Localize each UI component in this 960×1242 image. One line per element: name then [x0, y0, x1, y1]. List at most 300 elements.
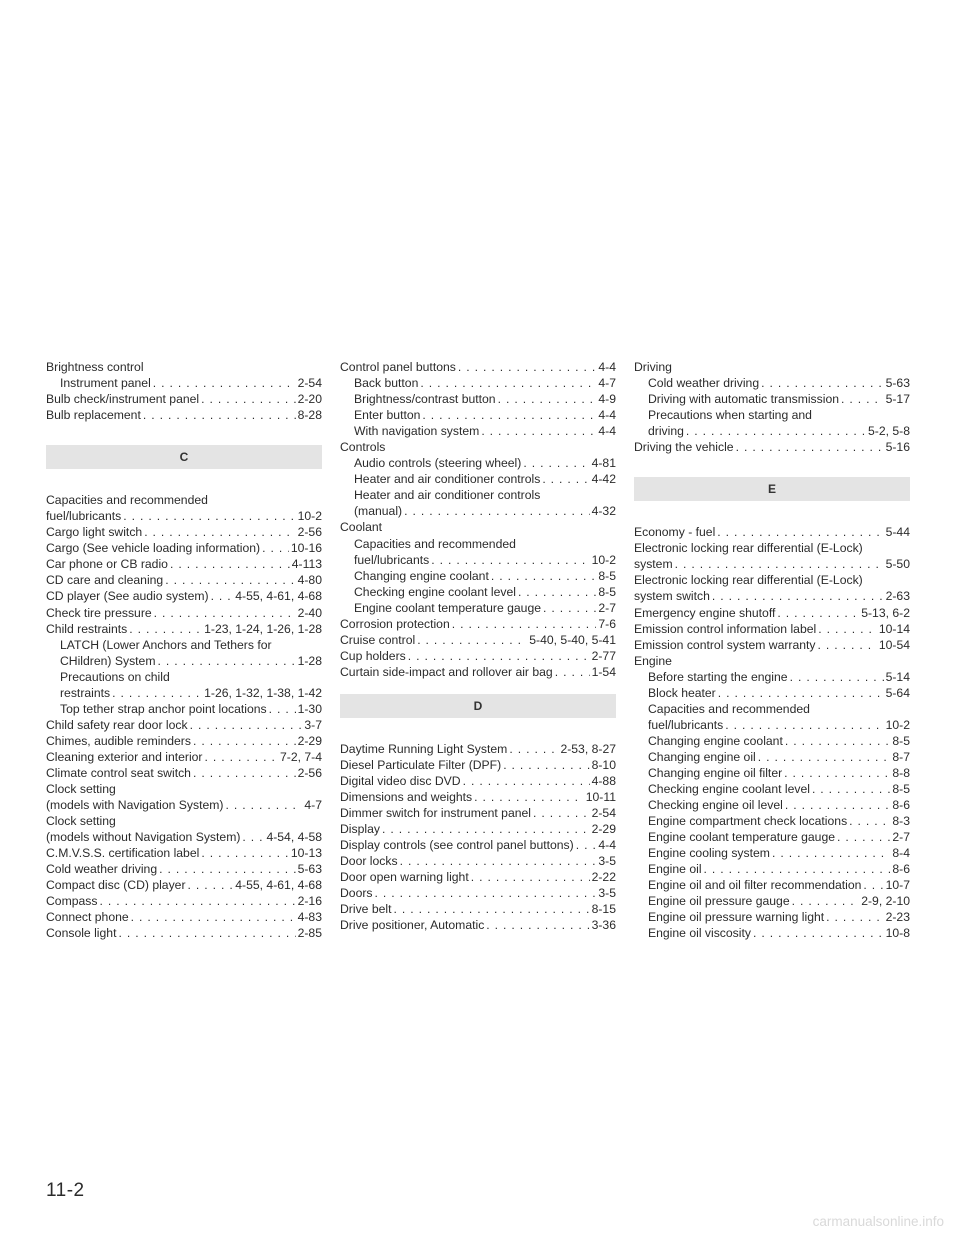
entry-page-ref[interactable]: 5-16: [885, 440, 910, 455]
entry-term: Instrument panel: [60, 376, 151, 391]
dot-leader: [131, 909, 296, 925]
entry-page-ref[interactable]: 10-2: [885, 717, 910, 732]
index-entry: [634, 524, 910, 540]
entry-term: Door locks: [340, 854, 398, 869]
dot-leader: [458, 359, 597, 375]
index-subentry: [340, 471, 616, 487]
entry-term: (models without Navigation System): [46, 830, 241, 845]
entry-page-ref[interactable]: 2-85: [297, 926, 322, 941]
section-letter-header: D: [340, 694, 616, 718]
entry-term: Emission control system warranty: [634, 637, 816, 652]
entry-term: Doors: [340, 886, 373, 901]
index-subentry-text: Capacities and recommended: [354, 536, 516, 551]
entry-term: Engine coolant temperature gauge: [648, 830, 836, 845]
entry-page-ref[interactable]: 4-9: [598, 392, 616, 407]
index-entry: [340, 821, 616, 837]
dot-leader: [785, 733, 891, 749]
index-entry: [46, 733, 322, 749]
section-letter-header: E: [634, 477, 910, 501]
entry-term: Engine compartment check locations: [648, 814, 848, 829]
entry-page-ref[interactable]: 2-77: [591, 648, 616, 663]
entry-page-ref[interactable]: 5-14: [885, 669, 910, 684]
dot-leader: [382, 821, 590, 837]
index-subentry-text: LATCH (Lower Anchors and Tethers for: [60, 637, 272, 652]
entry-page-ref[interactable]: 4-4: [598, 424, 616, 439]
entry-page-ref[interactable]: 4-42: [591, 472, 616, 487]
entry-page-ref[interactable]: 10-54: [878, 637, 910, 652]
entry-page-ref[interactable]: 2-54: [297, 376, 322, 391]
index-entry: [340, 757, 616, 773]
entry-page-ref[interactable]: 4-4: [598, 408, 616, 423]
dot-leader: [144, 524, 295, 540]
index-subentry: [634, 829, 910, 845]
index-subentry: [634, 909, 910, 925]
entry-term: Corrosion protection: [340, 616, 450, 631]
index-entry: [46, 797, 322, 813]
index-subentry: [634, 717, 910, 733]
entry-term: fuel/lubricants: [648, 717, 724, 732]
dot-leader: [211, 588, 234, 604]
dot-leader: [262, 540, 289, 556]
entry-term: Connect phone: [46, 910, 129, 925]
dot-leader: [790, 669, 884, 685]
index-entry: [46, 621, 322, 637]
entry-page-ref[interactable]: 4-7: [598, 376, 616, 391]
index-subentry: [340, 391, 616, 407]
index-entry: [340, 917, 616, 933]
entry-page-ref[interactable]: 2-9, 2-10: [861, 894, 910, 909]
index-subentry: [340, 584, 616, 600]
entry-term: Dimensions and weights: [340, 790, 473, 805]
index-entry-heading: Capacities and recommended: [46, 493, 208, 508]
entry-term: Compass: [46, 894, 98, 909]
dot-leader: [523, 455, 589, 471]
section-letter-header: C: [46, 445, 322, 469]
entry-term: C.M.V.S.S. certification label: [46, 846, 200, 861]
entry-term: Drive belt: [340, 902, 392, 917]
index-entry: [46, 845, 322, 861]
entry-term: With navigation system: [354, 424, 480, 439]
index-entry: [340, 869, 616, 885]
entry-term: Climate control seat switch: [46, 765, 191, 780]
dot-leader: [112, 685, 202, 701]
entry-term: Before starting the engine: [648, 669, 788, 684]
entry-term: Cold weather driving: [46, 862, 158, 877]
index-entry: [340, 773, 616, 789]
index-subentry: [634, 733, 910, 749]
entry-page-ref[interactable]: 7-6: [598, 616, 616, 631]
entry-page-ref[interactable]: 2-56: [297, 525, 322, 540]
index-column-1: [46, 359, 322, 942]
entry-page-ref[interactable]: 5-17: [885, 392, 910, 407]
entry-page-ref[interactable]: 4-55, 4-61, 4-68: [235, 589, 322, 604]
index-subentry-text: Heater and air conditioner controls: [354, 488, 541, 503]
entry-page-ref[interactable]: 8-8: [892, 765, 910, 780]
entry-term: Check tire pressure: [46, 605, 152, 620]
dot-leader: [784, 765, 890, 781]
dot-leader: [777, 605, 859, 621]
entry-term: Diesel Particulate Filter (DPF): [340, 757, 502, 772]
entry-page-ref[interactable]: 3-7: [304, 717, 322, 732]
entry-page-ref[interactable]: 1-28: [297, 653, 322, 668]
entry-page-ref[interactable]: 5-44: [885, 525, 910, 540]
entry-term: Engine coolant temperature gauge: [354, 600, 542, 615]
index-subentry: [634, 749, 910, 765]
dot-leader: [818, 621, 877, 637]
index-entry-heading: Brightness control: [46, 360, 144, 374]
index-subentry: [46, 375, 322, 391]
entry-term: (models with Navigation System): [46, 798, 224, 813]
dot-leader: [772, 845, 890, 861]
entry-page-ref[interactable]: 8-5: [598, 568, 616, 583]
dot-leader: [404, 503, 590, 519]
entry-term: Driving the vehicle: [634, 440, 734, 455]
index-entry: [340, 664, 616, 680]
entry-term: Checking engine oil level: [648, 798, 783, 813]
entry-page-ref[interactable]: 10-16: [290, 541, 322, 556]
dot-leader: [474, 789, 584, 805]
entry-page-ref[interactable]: 8-6: [892, 862, 910, 877]
entry-page-ref[interactable]: 10-7: [885, 878, 910, 893]
dot-leader: [491, 568, 597, 584]
index-subentry: [340, 375, 616, 391]
entry-page-ref[interactable]: 4-32: [591, 504, 616, 519]
dot-leader: [143, 407, 296, 423]
entry-term: Emission control information label: [634, 621, 817, 636]
dot-leader: [761, 375, 883, 391]
index-subentry: [340, 423, 616, 439]
dot-leader: [463, 773, 590, 789]
entry-page-ref[interactable]: 2-7: [598, 600, 616, 615]
dot-leader: [837, 829, 890, 845]
entry-page-ref[interactable]: 8-7: [892, 749, 910, 764]
entry-page-ref[interactable]: 4-80: [297, 573, 322, 588]
entry-page-ref[interactable]: 1-23, 1-24, 1-26, 1-28: [204, 621, 322, 636]
dot-leader: [675, 556, 884, 572]
index-subentry: [634, 765, 910, 781]
entry-term: Economy - fuel: [634, 525, 716, 540]
dot-leader: [165, 572, 295, 588]
entry-term: Emergency engine shutoff: [634, 605, 776, 620]
entry-page-ref[interactable]: 8-6: [892, 798, 910, 813]
index-entry: [46, 877, 322, 893]
index-entry: [340, 632, 616, 648]
dot-leader: [518, 584, 596, 600]
entry-term: Door open warning light: [340, 870, 469, 885]
entry-term: driving: [648, 424, 684, 439]
dot-leader: [863, 877, 883, 893]
index-entry: [340, 901, 616, 917]
dot-leader: [533, 805, 590, 821]
entry-term: restraints: [60, 685, 111, 700]
dot-leader: [785, 797, 891, 813]
index-entry: [340, 853, 616, 869]
entry-page-ref[interactable]: 2-56: [297, 765, 322, 780]
index-entry: [340, 805, 616, 821]
entry-term: CHildren) System: [60, 653, 156, 668]
entry-page-ref[interactable]: 8-28: [297, 408, 322, 423]
entry-page-ref[interactable]: 5-63: [885, 376, 910, 391]
entry-term: Back button: [354, 376, 419, 391]
index-subentry: [634, 861, 910, 877]
entry-page-ref[interactable]: 2-53, 8-27: [560, 741, 616, 756]
dot-leader: [400, 853, 597, 869]
entry-page-ref[interactable]: 10-2: [591, 552, 616, 567]
entry-page-ref[interactable]: 3-5: [598, 854, 616, 869]
entry-page-ref[interactable]: 8-3: [892, 814, 910, 829]
index-entry: [634, 556, 910, 572]
index-entry: [46, 893, 322, 909]
entry-page-ref[interactable]: 10-14: [878, 621, 910, 636]
entry-term: Cargo (See vehicle loading information): [46, 541, 261, 556]
entry-page-ref[interactable]: 4-7: [304, 798, 322, 813]
index-entry: [634, 588, 910, 604]
entry-term: Top tether strap anchor point locations: [60, 701, 267, 716]
index-entry-heading: Electronic locking rear differential (E-Lock): [634, 573, 863, 588]
dot-leader: [826, 909, 883, 925]
entry-page-ref[interactable]: 2-54: [591, 806, 616, 821]
index-entry-heading: Engine: [634, 653, 672, 668]
entry-page-ref[interactable]: 2-63: [885, 589, 910, 604]
index-subentry: [634, 423, 910, 439]
index-subentry: [634, 797, 910, 813]
entry-page-ref[interactable]: 1-30: [297, 701, 322, 716]
index-entry: [340, 789, 616, 805]
entry-page-ref[interactable]: 10-13: [290, 846, 322, 861]
entry-term: Brightness/contrast button: [354, 392, 496, 407]
entry-page-ref[interactable]: 2-29: [591, 822, 616, 837]
page-number: 11-2: [46, 1180, 85, 1201]
entry-term: Cruise control: [340, 632, 416, 647]
entry-page-ref[interactable]: 2-40: [297, 605, 322, 620]
entry-term: Cup holders: [340, 648, 406, 663]
index-entry: [46, 829, 322, 845]
entry-page-ref[interactable]: 1-26, 1-32, 1-38, 1-42: [204, 685, 322, 700]
entry-page-ref[interactable]: 2-22: [591, 870, 616, 885]
entry-page-ref[interactable]: 8-5: [892, 733, 910, 748]
entry-page-ref[interactable]: 2-20: [297, 392, 322, 407]
dot-leader: [170, 556, 290, 572]
dot-leader: [153, 375, 296, 391]
entry-term: Compact disc (CD) player: [46, 878, 186, 893]
dot-leader: [543, 600, 596, 616]
entry-term: Cold weather driving: [648, 376, 760, 391]
dot-leader: [686, 423, 866, 439]
watermark: carmanualsonline.info: [812, 1214, 944, 1229]
entry-term: Engine oil: [648, 862, 702, 877]
index-entry: [634, 605, 910, 621]
dot-leader: [471, 869, 590, 885]
entry-page-ref[interactable]: 2-23: [885, 910, 910, 925]
index-subentry: [340, 407, 616, 423]
index-entry: [340, 837, 616, 853]
index-entry: [634, 621, 910, 637]
index-subentry: [340, 552, 616, 568]
entry-page-ref[interactable]: 7-2, 7-4: [279, 749, 322, 764]
index-subentry: [46, 701, 322, 717]
dot-leader: [509, 741, 558, 757]
index-entry-heading: Clock setting: [46, 814, 116, 829]
entry-page-ref[interactable]: 4-113: [291, 557, 322, 572]
entry-page-ref[interactable]: 5-64: [885, 685, 910, 700]
index-entry-heading: Coolant: [340, 520, 383, 535]
dot-leader: [725, 717, 883, 733]
entry-page-ref[interactable]: 1-54: [591, 664, 616, 679]
dot-leader: [154, 605, 296, 621]
dot-leader: [841, 391, 884, 407]
index-subentry: [634, 893, 910, 909]
entry-term: Display controls (see control panel buttons): [340, 838, 574, 853]
entry-term: Bulb check/instrument panel: [46, 392, 200, 407]
index-entry: [634, 439, 910, 455]
dot-leader: [269, 701, 296, 717]
index-subentry: [634, 845, 910, 861]
entry-page-ref[interactable]: 8-10: [591, 757, 616, 772]
entry-page-ref[interactable]: 10-8: [885, 926, 910, 941]
entry-term: Block heater: [648, 685, 716, 700]
dot-leader: [452, 616, 597, 632]
entry-term: Checking engine coolant level: [354, 584, 516, 599]
entry-term: (manual): [354, 504, 403, 519]
index-column-2: [340, 359, 616, 934]
dot-leader: [712, 588, 884, 604]
index-subentry: [634, 375, 910, 391]
dot-leader: [503, 757, 589, 773]
dot-leader: [481, 423, 596, 439]
entry-term: Display: [340, 822, 380, 837]
dot-leader: [201, 391, 295, 407]
entry-term: Child restraints: [46, 621, 128, 636]
dot-leader: [118, 925, 295, 941]
index-entry-heading: Driving: [634, 360, 672, 374]
entry-page-ref[interactable]: 4-55, 4-61, 4-68: [235, 878, 322, 893]
dot-leader: [193, 733, 296, 749]
entry-term: Drive positioner, Automatic: [340, 918, 485, 933]
index-entry: [340, 741, 616, 757]
entry-page-ref[interactable]: 5-63: [297, 862, 322, 877]
index-entry: [46, 749, 322, 765]
dot-leader: [417, 632, 527, 648]
dot-leader: [158, 653, 296, 669]
dot-leader: [190, 717, 303, 733]
entry-page-ref[interactable]: 4-83: [297, 910, 322, 925]
entry-term: Engine oil and oil filter recommendation: [648, 878, 862, 893]
entry-page-ref[interactable]: 2-16: [297, 894, 322, 909]
dot-leader: [129, 621, 202, 637]
dot-leader: [758, 749, 891, 765]
entry-page-ref[interactable]: 3-36: [591, 918, 616, 933]
index-entry: [46, 524, 322, 540]
entry-page-ref[interactable]: 5-50: [885, 557, 910, 572]
entry-term: Driving with automatic transmission: [648, 392, 840, 407]
entry-page-ref[interactable]: 4-81: [591, 456, 616, 471]
index-entry-heading: Clock setting: [46, 782, 116, 797]
index-subentry-text: Precautions on child: [60, 669, 170, 684]
entry-page-ref[interactable]: 4-54, 4-58: [266, 830, 322, 845]
index-entry: [340, 648, 616, 664]
dot-leader: [408, 648, 590, 664]
dot-leader: [225, 797, 302, 813]
index-subentry: [340, 568, 616, 584]
entry-page-ref[interactable]: 2-29: [297, 733, 322, 748]
entry-page-ref[interactable]: 10-2: [297, 509, 322, 524]
entry-term: CD care and cleaning: [46, 573, 164, 588]
entry-page-ref[interactable]: 4-88: [591, 774, 616, 789]
entry-page-ref[interactable]: 8-4: [892, 846, 910, 861]
entry-term: Engine cooling system: [648, 846, 770, 861]
entry-term: Console light: [46, 926, 117, 941]
entry-term: Engine oil viscosity: [648, 926, 751, 941]
dot-leader: [188, 877, 234, 893]
entry-term: Checking engine coolant level: [648, 782, 810, 797]
index-subentry: [634, 925, 910, 941]
dot-leader: [193, 765, 296, 781]
dot-leader: [704, 861, 891, 877]
index-subentry: [634, 781, 910, 797]
index-subentry: [340, 600, 616, 616]
entry-term: Changing engine coolant: [354, 568, 489, 583]
entry-page-ref[interactable]: 2-7: [892, 830, 910, 845]
entry-page-ref[interactable]: 5-2, 5-8: [867, 424, 910, 439]
dot-leader: [753, 925, 884, 941]
entry-term: system: [634, 557, 673, 572]
index-subentry: [340, 503, 616, 519]
index-subentry: [634, 669, 910, 685]
dot-leader: [393, 901, 589, 917]
index-subentry: [634, 391, 910, 407]
entry-page-ref[interactable]: 8-5: [892, 782, 910, 797]
index-subentry: [634, 813, 910, 829]
dot-leader: [422, 407, 596, 423]
index-entry: [46, 765, 322, 781]
entry-page-ref[interactable]: 10-11: [585, 790, 616, 805]
dot-leader: [123, 508, 295, 524]
index-subentry-text: Precautions when starting and: [648, 408, 812, 423]
index-entry: [46, 572, 322, 588]
index-entry: [340, 359, 616, 375]
dot-leader: [242, 829, 264, 845]
index-entry: [46, 540, 322, 556]
index-entry: [634, 637, 910, 653]
entry-term: Curtain side-impact and rollover air bag: [340, 664, 553, 679]
dot-leader: [431, 552, 589, 568]
entry-page-ref[interactable]: 8-5: [598, 584, 616, 599]
index-column-3: [634, 359, 910, 942]
entry-term: fuel/lubricants: [46, 509, 122, 524]
entry-page-ref[interactable]: 5-40, 5-40, 5-41: [529, 632, 616, 647]
index-entry-heading: Electronic locking rear differential (E-Lock): [634, 541, 863, 556]
entry-page-ref[interactable]: 8-15: [591, 902, 616, 917]
dot-leader: [99, 893, 295, 909]
entry-term: Bulb replacement: [46, 408, 141, 423]
entry-term: Dimmer switch for instrument panel: [340, 806, 531, 821]
index-entry: [46, 925, 322, 941]
index-entry: [46, 909, 322, 925]
index-subentry: [634, 877, 910, 893]
entry-page-ref[interactable]: 4-4: [598, 360, 616, 374]
index-entry: [46, 391, 322, 407]
entry-page-ref[interactable]: 4-4: [598, 838, 616, 853]
index-subentry: [46, 685, 322, 701]
entry-page-ref[interactable]: 3-5: [598, 886, 616, 901]
entry-page-ref[interactable]: 5-13, 6-2: [861, 605, 910, 620]
entry-term: Daytime Running Light System: [340, 741, 508, 756]
entry-term: system switch: [634, 589, 710, 604]
index-entry: [46, 717, 322, 733]
entry-term: Chimes, audible reminders: [46, 733, 191, 748]
entry-term: Control panel buttons: [340, 360, 456, 374]
entry-term: Heater and air conditioner controls: [354, 472, 541, 487]
